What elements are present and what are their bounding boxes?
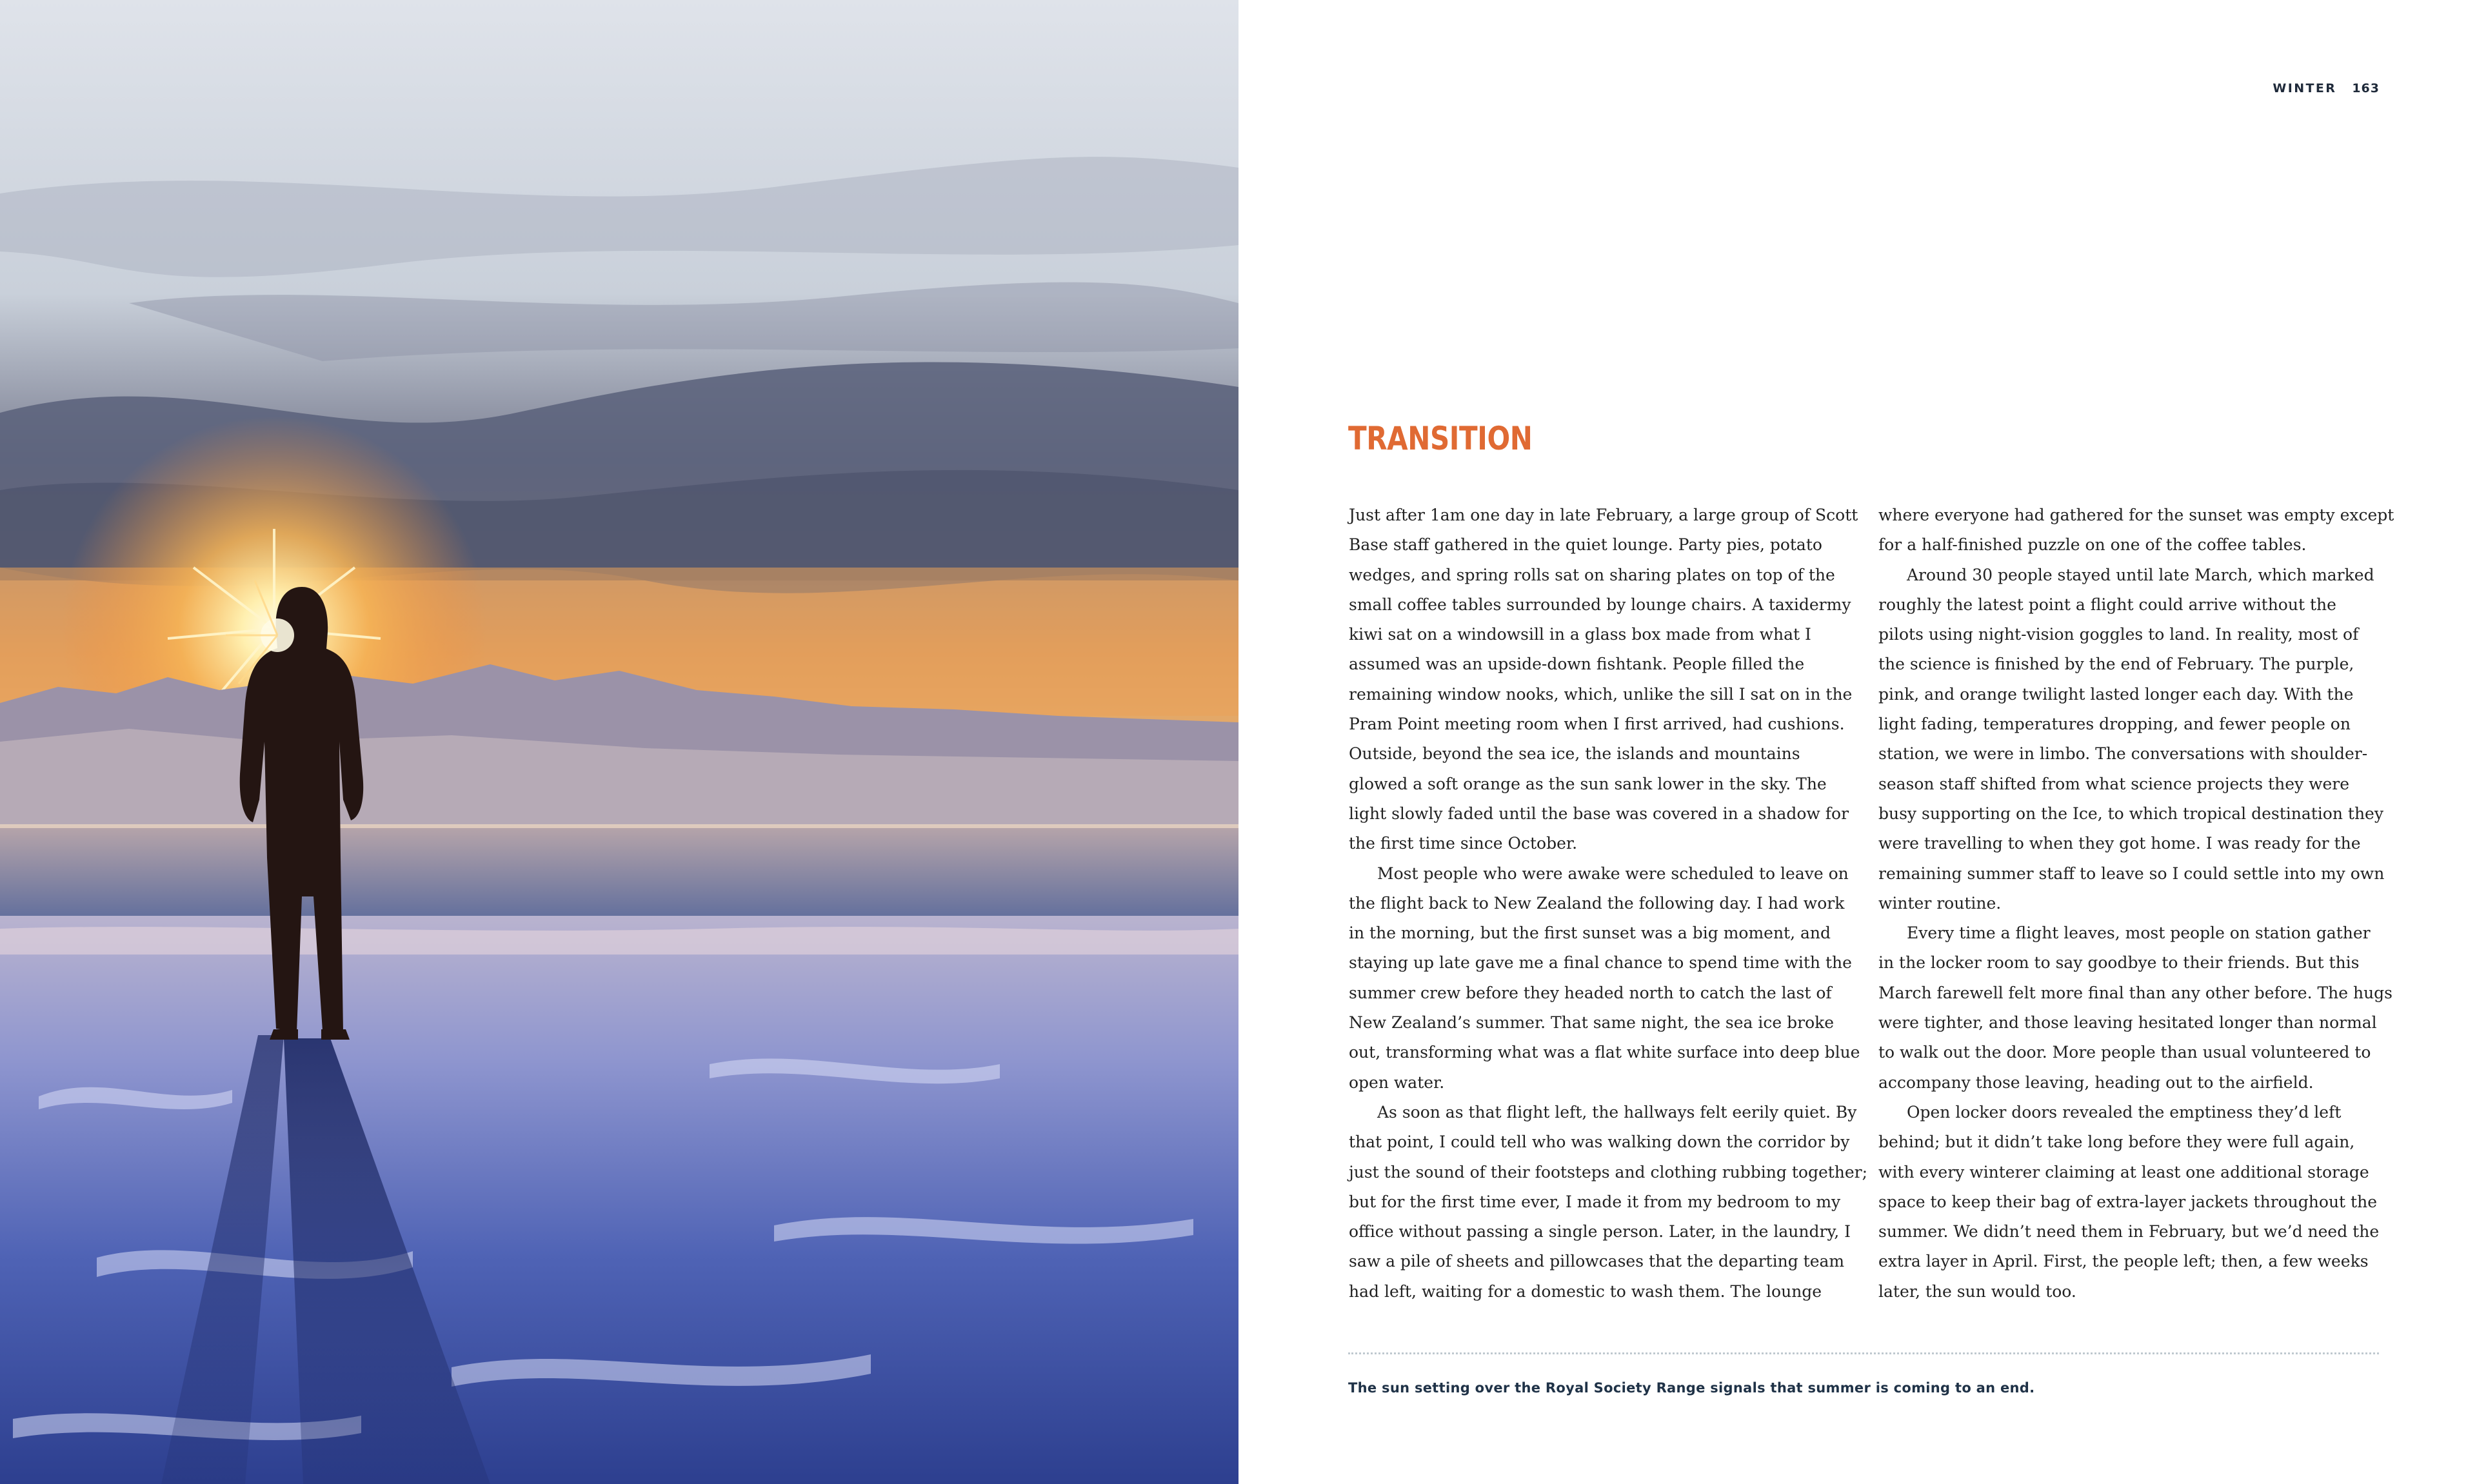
text-line: with every winterer claiming at least one additional storage — [1878, 1162, 2369, 1182]
text-line: station, we were in limbo. The conversations with shoulder- — [1878, 744, 2368, 764]
text-line: season staff shifted from what science projects they were — [1878, 774, 2350, 793]
text-line: were travelling to when they got home. I was ready for the — [1878, 834, 2361, 853]
body-paragraph — [1878, 918, 2394, 1098]
text-line: the science is finished by the end of February. The purple, — [1878, 655, 2354, 674]
text-line: the flight back to New Zealand the following day. I had work — [1349, 893, 1845, 913]
text-line: for a half-finished puzzle on one of the coffee tables. — [1878, 535, 2307, 555]
body-paragraph — [1349, 859, 1867, 1098]
text-line: summer. We didn’t need them in February, but we’d need the — [1878, 1222, 2380, 1242]
text-line: to walk out the door. More people than usual volunteered to — [1878, 1043, 2371, 1062]
text-line: later, the sun would too. — [1878, 1281, 2076, 1301]
text-line: small coffee tables surrounded by lounge chairs. A taxidermy — [1349, 595, 1851, 614]
text-line: light slowly faded until the base was covered in a shadow for — [1349, 804, 1849, 823]
text-line: behind; but it didn’t take long before they were full again, — [1878, 1133, 2355, 1152]
text-line: Open locker doors revealed the emptiness they’d left — [1907, 1102, 2342, 1122]
text-line: busy supporting on the Ice, to which tropical destination they — [1878, 804, 2383, 823]
text-line: glowed a soft orange as the sun sank lower in the sky. The — [1349, 774, 1827, 793]
text-line: Outside, beyond the sea ice, the islands and mountains — [1349, 744, 1800, 764]
page-number: 163 — [2352, 81, 2380, 95]
body-paragraph — [1878, 500, 2394, 560]
text-line: Just after 1am one day in late February, a large group of Scott — [1349, 506, 1858, 524]
text-line: space to keep their bag of extra-layer jackets throughout the — [1878, 1192, 2377, 1211]
article-title: TRANSITION — [1348, 420, 1533, 457]
text-line: open water. — [1349, 1073, 1445, 1092]
text-line: just the sound of their footsteps and clothing rubbing together; — [1349, 1162, 1868, 1182]
sunset-photo-illustration — [0, 0, 1238, 1484]
body-paragraph — [1878, 560, 2394, 919]
text-line: light fading, temperatures dropping, and fewer people on — [1878, 715, 2351, 734]
text-line: summer crew before they headed north to catch the last of — [1349, 983, 1832, 1002]
body-paragraph — [1349, 1098, 1867, 1307]
photo-caption: The sun setting over the Royal Society Range signals that summer is coming to an end. — [1348, 1380, 2035, 1396]
text-line: Around 30 people stayed until late March, which marked — [1907, 565, 2374, 584]
body-column-left — [1349, 500, 1867, 1307]
text-line: Every time a flight leaves, most people on station gather — [1907, 924, 2371, 943]
text-line: staying up late gave me a final chance to spend time with the — [1349, 953, 1852, 973]
text-line: had left, waiting for a domestic to wash them. The lounge — [1349, 1281, 1822, 1301]
sunset-photo — [0, 0, 1238, 1484]
text-line: kiwi sat on a windowsill in a glass box made from what I — [1349, 625, 1811, 644]
text-line: where everyone had gathered for the sunset was empty except — [1878, 506, 2394, 524]
text-line: in the locker room to say goodbye to their friends. But this — [1878, 953, 2360, 973]
text-line: Most people who were awake were scheduled to leave on — [1377, 864, 1849, 883]
text-line: the first time since October. — [1349, 834, 1578, 853]
text-line: pink, and orange twilight lasted longer each day. With the — [1878, 684, 2354, 704]
text-line: Base staff gathered in the quiet lounge. Party pies, potato — [1349, 535, 1822, 555]
text-line: Pram Point meeting room when I first arrived, had cushions. — [1349, 715, 1845, 734]
text-line: remaining summer staff to leave so I could settle into my own — [1878, 864, 2385, 883]
body-paragraph — [1878, 1098, 2394, 1307]
text-line: saw a pile of sheets and pillowcases that the departing team — [1349, 1252, 1845, 1271]
body-paragraph — [1349, 500, 1867, 859]
text-line: that point, I could tell who was walking down the corridor by — [1349, 1133, 1850, 1152]
text-line: March farewell felt more final than any other before. The hugs — [1878, 983, 2393, 1002]
text-page — [1238, 0, 2477, 1484]
running-head — [2273, 81, 2380, 95]
text-line: wedges, and spring rolls sat on sharing plates on top of the — [1349, 565, 1835, 584]
text-line: office without passing a single person. Later, in the laundry, I — [1349, 1222, 1851, 1242]
text-line: roughly the latest point a flight could arrive without the — [1878, 595, 2336, 614]
text-line: New Zealand’s summer. That same night, the sea ice broke — [1349, 1013, 1835, 1033]
text-line: accompany those leaving, heading out to the airfield. — [1878, 1073, 2314, 1092]
text-line: As soon as that flight left, the hallways felt eerily quiet. By — [1377, 1102, 1857, 1122]
text-line: pilots using night-vision goggles to land. In reality, most of — [1878, 625, 2359, 644]
running-head-section: WINTER — [2273, 81, 2337, 95]
text-line: extra layer in April. First, the people left; then, a few weeks — [1878, 1252, 2369, 1271]
text-line: but for the first time ever, I made it from my bedroom to my — [1349, 1192, 1841, 1211]
body-column-right — [1878, 500, 2394, 1307]
text-line: in the morning, but the first sunset was a big moment, and — [1349, 924, 1831, 943]
text-line: were tighter, and those leaving hesitated longer than normal — [1878, 1013, 2377, 1033]
text-line: winter routine. — [1878, 893, 2002, 913]
text-line: assumed was an upside-down fishtank. People filled the — [1349, 655, 1805, 674]
caption-divider — [1348, 1352, 2379, 1354]
text-line: remaining window nooks, which, unlike the sill I sat on in the — [1349, 684, 1853, 704]
text-line: out, transforming what was a flat white surface into deep blue — [1349, 1043, 1860, 1062]
